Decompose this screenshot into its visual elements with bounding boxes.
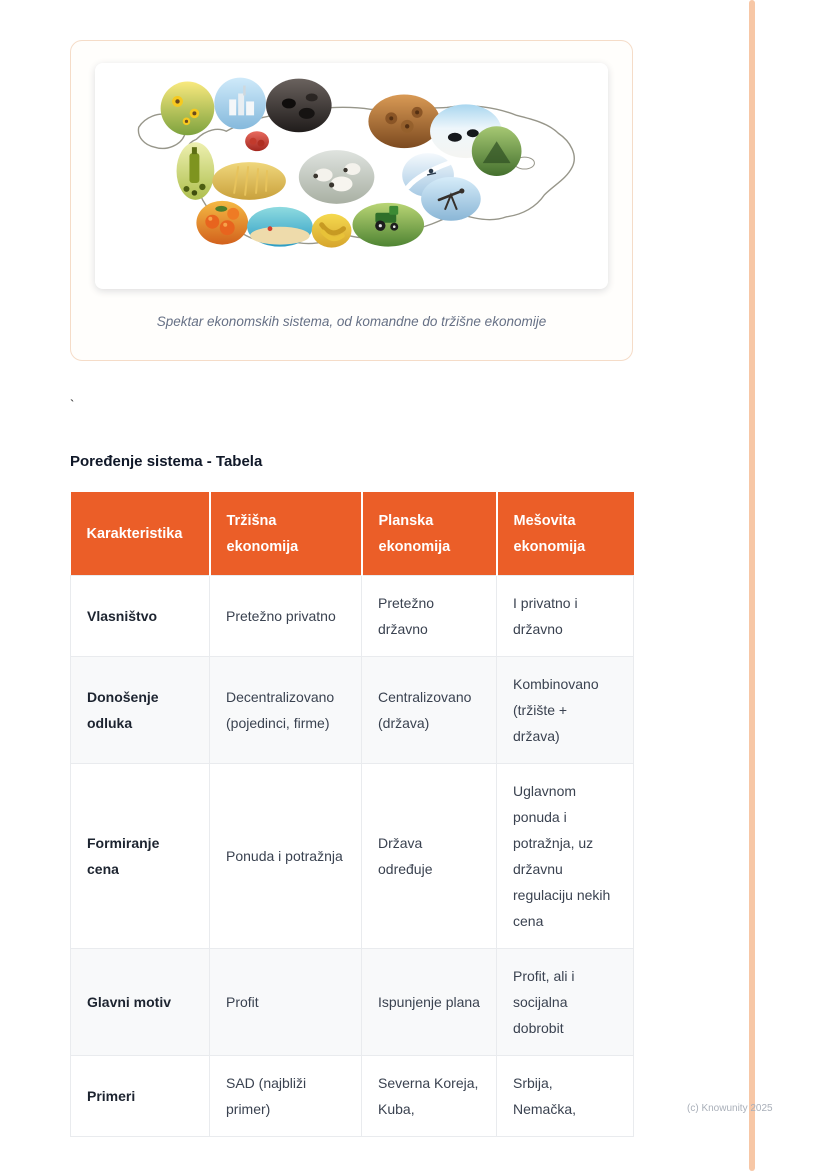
wheat-photo (212, 162, 286, 200)
sunflowers-photo (161, 82, 215, 136)
right-accent-stripe (749, 0, 755, 1171)
header-cell-mesovita: Mešovita ekonomija (497, 492, 634, 576)
hazelnuts-photo (368, 94, 440, 148)
table-row (71, 764, 634, 949)
row-label-cell: Glavni motiv (71, 949, 210, 1056)
figure-caption: Spektar ekonomskih sistema, od komandne do tržišne ekonomije (156, 314, 547, 329)
table-cell: Država određuje (362, 764, 497, 949)
table-row (71, 576, 634, 657)
watermark: (c) Knowunity 2025 (687, 1103, 773, 1114)
row-label-cell: Donošenje odluka (71, 657, 210, 764)
table-cell: Decentralizovano (pojedinci, firme) (210, 657, 362, 764)
header-cell-planska: Planska ekonomija (362, 492, 497, 576)
section-heading: Poređenje sistema - Tabela (70, 452, 263, 470)
beach-photo (247, 207, 313, 247)
header-cell-karakteristika: Karakteristika (71, 492, 210, 576)
coal-photo (266, 79, 332, 133)
collage-svg (95, 63, 608, 289)
table-header-row (71, 492, 634, 576)
row-label-cell: Formiranje cena (71, 764, 210, 949)
stray-backtick-text: ` (70, 396, 75, 412)
table-cell: Uglavnom ponuda i potražnja, uz državnu regulaciju nekih cena (497, 764, 634, 949)
row-label-cell: Primeri (71, 1056, 210, 1137)
row-label-cell: Vlasništvo (71, 576, 210, 657)
table-cell: Srbija, Nemačka, (497, 1056, 634, 1137)
table-row (71, 657, 634, 764)
table-cell: Ispunjenje plana (362, 949, 497, 1056)
table-row (71, 949, 634, 1056)
table-cell: Severna Koreja, Kuba, (362, 1056, 497, 1137)
table-cell: Ponuda i potražnja (210, 764, 362, 949)
table-row (71, 1056, 634, 1137)
table-cell: I privatno i državno (497, 576, 634, 657)
table-cell: Pretežno državno (362, 576, 497, 657)
content-column (70, 40, 633, 1137)
citrus-fruit-photo (196, 201, 248, 245)
tractor-photo (352, 203, 424, 247)
table-cell: SAD (najbliži primer) (210, 1056, 362, 1137)
olive-oil-photo (177, 142, 215, 200)
oil-pump-photo (421, 177, 481, 221)
bananas-photo (312, 214, 352, 248)
table-cell: Centralizovano (država) (362, 657, 497, 764)
table-cell: Pretežno privatno (210, 576, 362, 657)
mountains-photo (472, 126, 522, 176)
factory-photo (214, 78, 266, 130)
cherries-photo (245, 131, 269, 151)
table-cell: Kombinovano (tržište + država) (497, 657, 634, 764)
turkey-economy-collage-image (95, 63, 608, 289)
comparison-table (70, 492, 634, 1138)
figure-card (70, 40, 633, 361)
sheep-photo (299, 150, 375, 204)
table-cell: Profit, ali i socijalna dobrobit (497, 949, 634, 1056)
table-cell: Profit (210, 949, 362, 1056)
header-cell-trzisna: Tržišna ekonomija (210, 492, 362, 576)
